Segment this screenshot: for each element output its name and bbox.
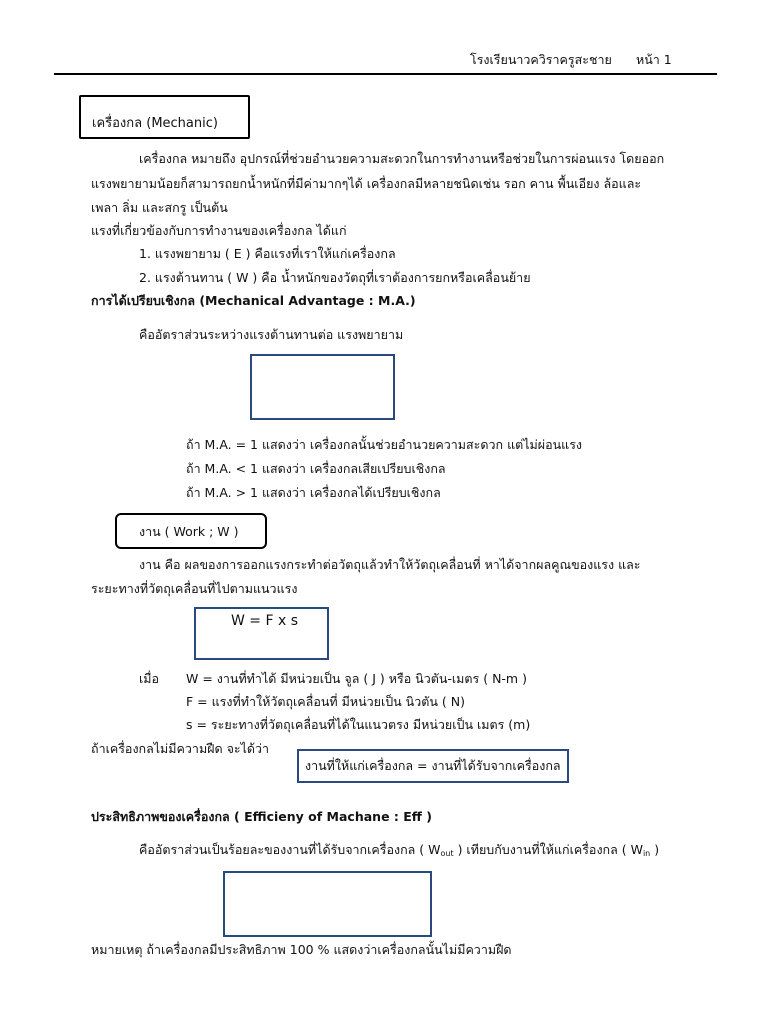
- work-equality: งานที่ให้แก่เครื่องกล = งานที่ได้รับจากเครื่องกล: [305, 758, 561, 773]
- ma-formula-box: [250, 354, 395, 420]
- ma-condition-equal: ถ้า M.A. = 1 แสดงว่า เครื่องกลนั้นช่วยอำนวยความสะดวก แต่ไม่ผ่อนแรง: [186, 437, 583, 452]
- intro-line-2: แรงพยายามน้อยก็สามารถยกน้ำหนักที่มีค่ามากๆได้ เครื่องกลมีหลายชนิดเช่น รอก คาน พื้นเอียง ล้อและ: [91, 176, 642, 191]
- variable-f: F = แรงที่ทำให้วัตถุเคลื่อนที่ มีหน่วยเป็น นิวตัน ( N): [186, 694, 465, 709]
- work-formula: W = F x s: [231, 613, 299, 629]
- ma-heading: การได้เปรียบเชิงกล (Mechanical Advantage : M.A.): [91, 293, 416, 308]
- subscript-in: in: [642, 849, 651, 858]
- efficiency-note: หมายเหตุ ถ้าเครื่องกลมีประสิทธิภาพ 100 % แสดงว่าเครื่องกลนั้นไม่มีความฝืด: [91, 942, 512, 957]
- variable-s: s = ระยะทางที่วัตถุเคลื่อนที่ได้ในแนวตรง มีหน่วยเป็น เมตร (m): [186, 717, 531, 732]
- force-item-1: 1. แรงพยายาม ( E ) คือแรงที่เราให้แก่เครื่องกล: [139, 246, 396, 261]
- frictionless-text: ถ้าเครื่องกลไม่มีความฝืด จะได้ว่า: [91, 741, 270, 756]
- efficiency-heading: ประสิทธิภาพของเครื่องกล ( Efficieny of Machane : Eff ): [91, 809, 432, 824]
- work-definition-line-1: งาน คือ ผลของการออกแรงกระทำต่อวัตถุแล้วทำให้วัตถุเคลื่อนที่ หาได้จากผลคูณของแรง และ: [139, 557, 641, 572]
- work-heading: งาน ( Work ; W ): [139, 524, 239, 539]
- work-definition-line-2: ระยะทางที่วัตถุเคลื่อนที่ไปตามแนวแรง: [91, 581, 298, 596]
- variable-w: W = งานที่ทำได้ มีหน่วยเป็น จูล ( J ) หรือ นิวตัน-เมตร ( N-m ): [186, 671, 527, 686]
- force-item-2: 2. แรงต้านทาน ( W ) คือ น้ำหนักของวัตถุที่เราต้องการยกหรือเคลื่อนย้าย: [139, 270, 531, 285]
- ma-definition: คืออัตราส่วนระหว่างแรงต้านทานต่อ แรงพยายาม: [139, 327, 404, 342]
- intro-line-1: เครื่องกล หมายถึง อุปกรณ์ที่ช่วยอำนวยความสะดวกในการทำงานหรือช่วยในการผ่อนแรง โดยออก: [139, 151, 665, 166]
- page-title: เครื่องกล (Mechanic): [92, 116, 218, 131]
- subscript-out: out: [440, 849, 454, 858]
- header-rule: [54, 73, 717, 75]
- efficiency-definition: คืออัตราส่วนเป็นร้อยละของงานที่ได้รับจากเครื่องกล ( $W_{out}$ ) เทียบกับงานที่ให้แก่เครื่องกล ( $W_{in}$ ): [139, 842, 660, 858]
- efficiency-formula-box: [223, 871, 432, 937]
- page-number: หน้า 1: [636, 52, 672, 67]
- ma-condition-less: ถ้า M.A. < 1 แสดงว่า เครื่องกลเสียเปรียบเชิงกล: [186, 461, 446, 476]
- school-name: โรงเรียนาวควิราครูสะชาย: [470, 52, 612, 67]
- ma-condition-greater: ถ้า M.A. > 1 แสดงว่า เครื่องกลได้เปรียบเชิงกล: [186, 485, 441, 500]
- intro-line-3: เพลา ลิ่ม และสกรู เป็นต้น: [91, 200, 228, 215]
- intro-line-4: แรงที่เกี่ยวข้องกับการทำงานของเครื่องกล ได้แก่: [91, 223, 347, 238]
- where-label: เมื่อ: [139, 671, 160, 686]
